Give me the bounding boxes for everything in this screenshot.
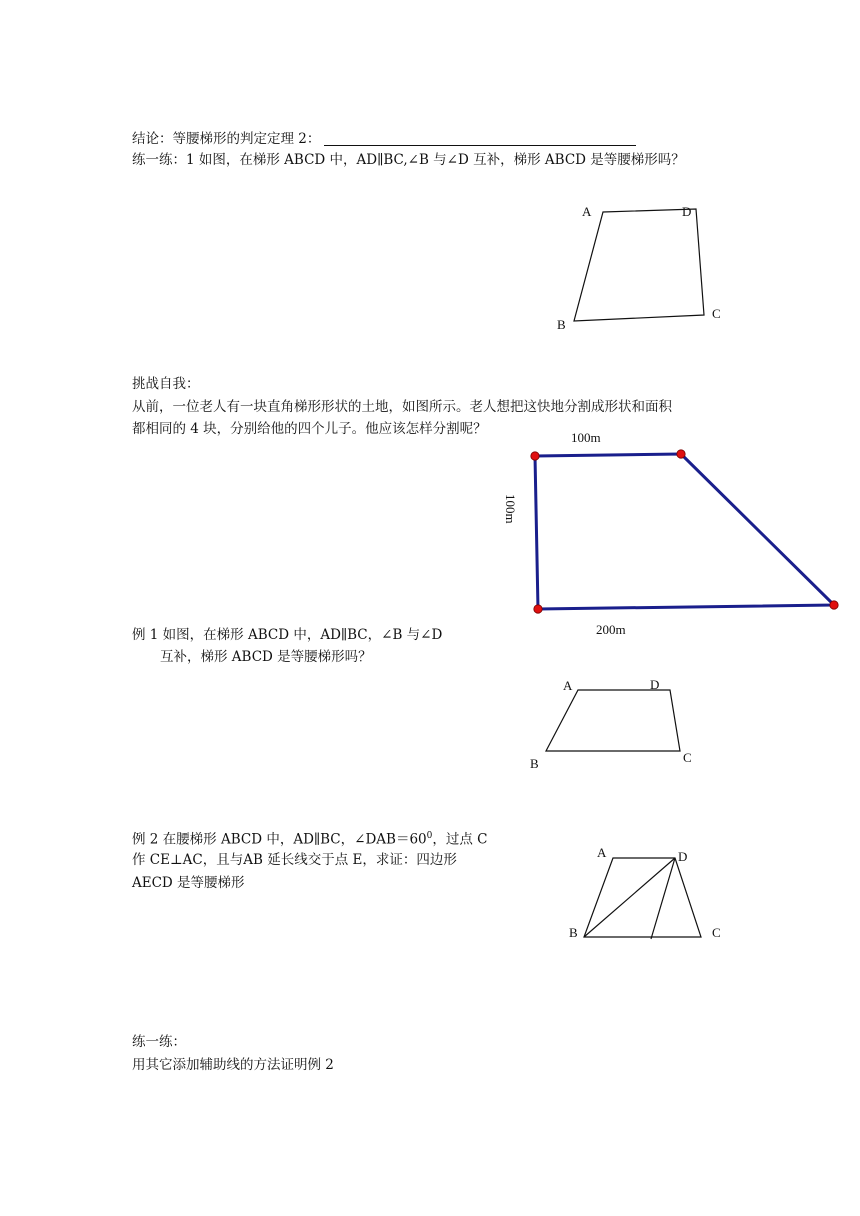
practice1-trapezoid [574,209,704,321]
label-c: C [712,306,721,321]
label-c: C [712,925,721,940]
diagonal-bd [584,858,675,937]
degree-superscript: 0 [426,831,433,841]
vertex-point [534,605,542,613]
example1-figure [530,677,692,771]
challenge-heading: 挑战自我： [132,376,200,392]
vertex-point [677,450,685,458]
example2-line1-tail: ，过点 C [432,831,488,848]
label-d: D [678,849,688,864]
practice1-figure [557,204,721,332]
label-b: B [530,756,539,771]
example2-line1-text: 例 2 在腰梯形 ABCD 中，AD∥BC，∠DAB＝60 [132,831,427,848]
practice1-text: 练一练：1 如图，在梯形 ABCD 中，AD∥BC,∠B 与∠D 互补，梯形 ABCD 是等腰梯形吗？ [132,152,685,168]
challenge-line1: 从前，一位老人有一块直角梯形形状的土地，如图所示。老人想把这快地分割成形状和面积 [132,399,672,415]
practice2-heading: 练一练： [132,1034,186,1050]
vertex-point [531,452,539,460]
left-dimension-label: 100m [503,494,518,524]
bottom-dimension-label: 200m [596,622,626,637]
example1-line2: 互补，梯形 ABCD 是等腰梯形吗？ [160,649,372,665]
example2-figure [569,845,721,940]
label-b: B [557,317,566,332]
practice2-text: 用其它添加辅助线的方法证明例 2 [132,1057,334,1073]
label-a: A [582,204,592,219]
land-trapezoid [535,454,834,609]
label-d: D [650,677,660,692]
conclusion-text: 结论：等腰梯形的判定定理 2： [132,131,321,147]
example2-line2: 作 CE⊥AC，且与AB 延长线交于点 E，求证：四边形 [132,852,457,868]
challenge-line2: 都相同的 4 块，分别给他的四个儿子。他应该怎样分割呢？ [132,421,487,437]
auxiliary-line [651,858,675,939]
example1-trapezoid [546,690,680,751]
example2-line3: AECD 是等腰梯形 [132,875,245,891]
label-c: C [683,750,692,765]
label-b: B [569,925,578,940]
challenge-figure [503,430,838,637]
vertex-point [830,601,838,609]
top-dimension-label: 100m [571,430,601,445]
example1-line1: 例 1 如图，在梯形 ABCD 中，AD∥BC，∠B 与∠D [132,627,443,643]
label-a: A [563,678,573,693]
label-d: D [682,204,692,219]
label-a: A [597,845,607,860]
example2-trapezoid [584,858,701,937]
